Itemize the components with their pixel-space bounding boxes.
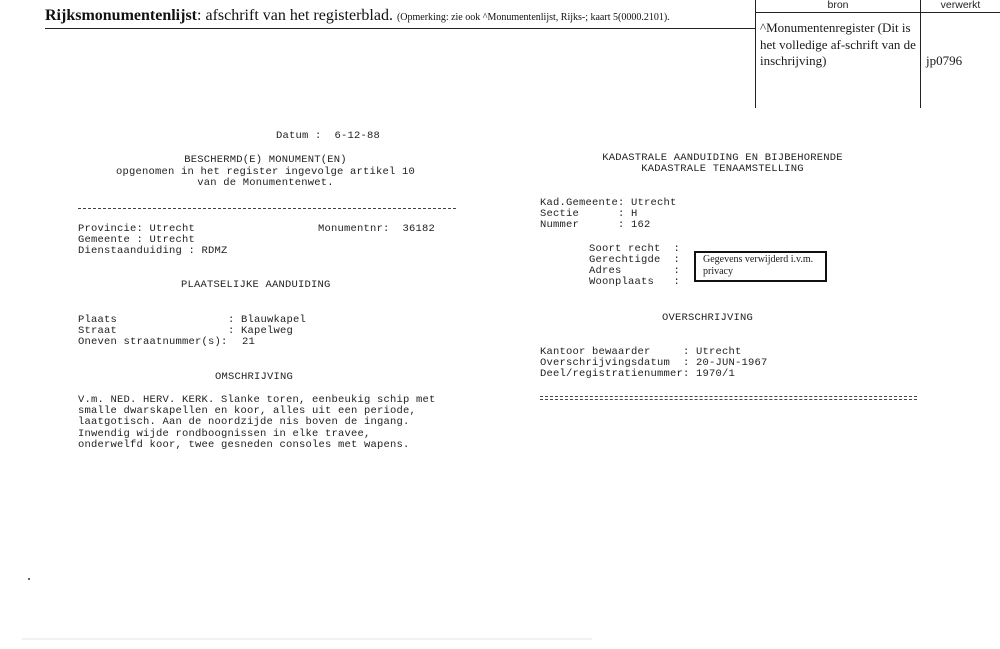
title-bold: Rijksmonumentenlijst <box>45 7 198 24</box>
omschrijving-line: Inwendig wijde rondboognissen in elke travee, <box>78 428 371 440</box>
verwerkt-text: jp0796 <box>926 53 963 68</box>
kadastrale-heading-1: KADASTRALE AANDUIDING EN BIJBEHORENDE <box>602 152 843 164</box>
sectie: Sectie : H <box>540 208 638 220</box>
title-note: (Opmerking: zie ook ^Monumentenlijst, Rijks-; kaart 5(0000.2101). <box>396 12 670 23</box>
left-heading-1: BESCHERMD(E) MONUMENT(EN) <box>184 154 347 166</box>
document-title <box>45 7 670 25</box>
monumentnr <box>318 224 435 236</box>
scan-dot <box>28 578 30 580</box>
omschrijving-line: smalle dwarskapellen en koor, alles uit een periode, <box>78 405 417 417</box>
oneven-value: 21 <box>242 336 256 348</box>
left-heading-3: van de Monumentenwet. <box>197 177 334 189</box>
kantoor-bewaarder: Kantoor bewaarder : Utrecht <box>540 346 742 358</box>
plaats-label: Plaats <box>78 314 118 326</box>
scan-mark <box>22 638 592 640</box>
privacy-notice: Gegevens verwijderd i.v.m. privacy <box>703 254 814 277</box>
straat-label: Straat <box>78 325 118 337</box>
source-column-divider <box>755 0 756 108</box>
bron-text: ^Monumentenregister (Dit is het volledige af-schrift van de inschrijving) <box>760 20 916 68</box>
soort-recht: Soort recht : <box>589 243 681 255</box>
right-double-dashed-separator <box>540 396 917 400</box>
provincie: Provincie: Utrecht <box>78 223 196 235</box>
omschrijving-line: laatgotisch. Aan de noordzijde nis boven de ingang. <box>78 416 410 428</box>
kad-gemeente: Kad.Gemeente: Utrecht <box>540 197 677 209</box>
bron-column-header: bron <box>827 0 849 11</box>
monumentnr-label: Monumentnr: <box>318 223 390 235</box>
deel-registratienummer: Deel/registratienummer: 1970/1 <box>540 368 736 380</box>
overschrijving-heading: OVERSCHRIJVING <box>662 312 754 324</box>
woonplaats: Woonplaats : <box>589 276 681 288</box>
title-underline <box>45 28 755 29</box>
processed-column-divider <box>920 0 921 108</box>
overschrijvingsdatum: Overschrijvingsdatum : 20-JUN-1967 <box>540 357 768 369</box>
plaats-value: : Blauwkapel <box>228 314 307 326</box>
title-rest: : afschrift van het registerblad. <box>197 7 393 24</box>
kadastrale-heading-2: KADASTRALE TENAAMSTELLING <box>641 163 804 175</box>
adres: Adres : <box>589 265 681 277</box>
datum-label: Datum : <box>276 130 322 142</box>
omschrijving-line: V.m. NED. HERV. KERK. Slanke toren, eenbeukig schip met <box>78 394 436 406</box>
gemeente: Gemeente : Utrecht <box>78 234 196 246</box>
datum-row <box>276 131 380 143</box>
straat-value: : Kapelweg <box>228 325 294 337</box>
column-header-rule <box>755 12 1000 13</box>
left-heading-2: opgenomen in het register ingevolge artikel 10 <box>115 166 416 178</box>
nummer: Nummer : 162 <box>540 219 651 231</box>
omschrijving-line: onderwelfd koor, twee gesneden consoles met wapens. <box>78 439 410 451</box>
verwerkt-column-header: verwerkt <box>940 0 981 11</box>
omschrijving-heading: OMSCHRIJVING <box>215 371 294 383</box>
dienstaanduiding: Dienstaanduiding : RDMZ <box>78 245 228 257</box>
plaatselijke-heading: PLAATSELIJKE AANDUIDING <box>181 279 331 291</box>
left-dashed-separator <box>78 208 456 209</box>
gerechtigde: Gerechtigde : <box>589 254 681 266</box>
monumentnr-value: 36182 <box>402 223 436 235</box>
datum-value: 6-12-88 <box>334 130 381 142</box>
privacy-redaction-box <box>694 251 827 282</box>
oneven-label: Oneven straatnummer(s): <box>78 336 228 348</box>
